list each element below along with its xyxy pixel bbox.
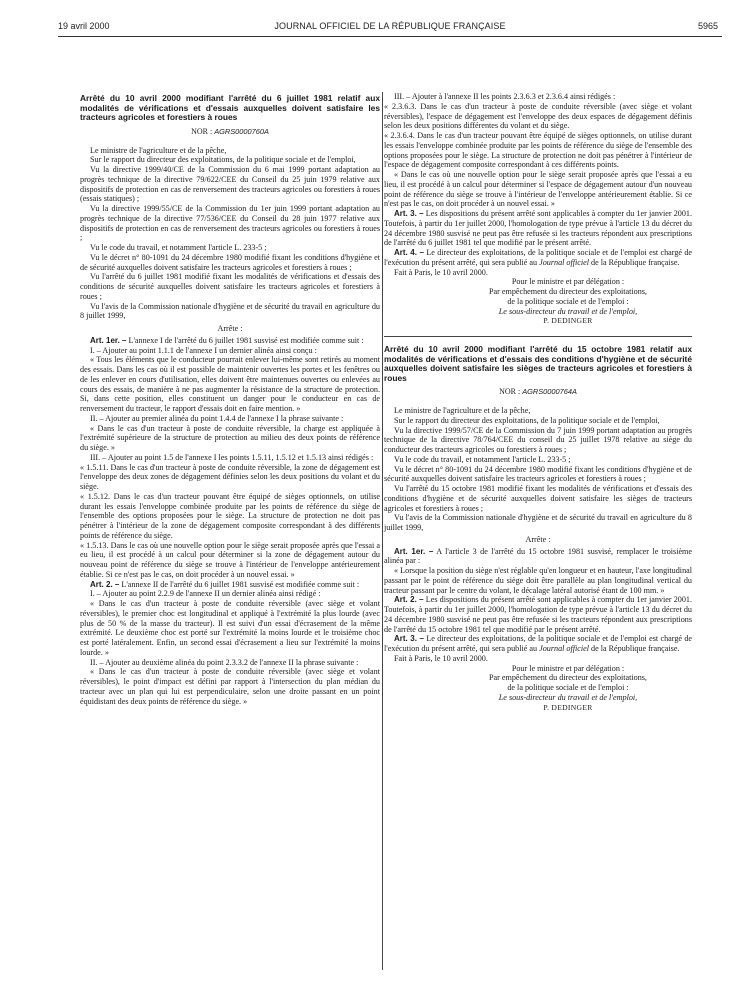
decree1-point-1-5-13: « 1.5.13. Dans le cas où une nouvelle option pour le siège serait proposée après que l'essai a eu lieu, il est procédé à un calcul pour déterminer si la zone de dégagement autour du nouveau point de référence du siège se trouve à l'intérieur de l'enveloppe antérieurement établie. Si ce n'est pas le cas, on doit procéder à un nouvel essai. »	[80, 540, 380, 579]
publication-date: 19 avril 2000	[58, 21, 110, 31]
decree1-point-2-3-6-4: « 2.3.6.4. Dans le cas d'un tracteur pouvant être équipé de sièges optionnels, on utilise durant les essais l'enveloppe combinée produite par les points de référence du siège de l'ensemble des options proposées pour le siège. La structure de protection ne doit pas pénétrer à l'intérieur de l'espace de dégagement composite correspondant à ces différents points.	[384, 131, 692, 170]
decree1-intro-1: Sur le rapport du directeur des exploitations, de la politique sociale et de l'emploi,	[90, 155, 356, 165]
decree1-art1-i: I. – Ajouter au point 1.1.1 de l'annexe I un dernier alinéa ainsi conçu :	[90, 345, 317, 355]
decree2-signature	[384, 664, 692, 713]
decree2-sign-title: Le sous-directeur du travail et de l'emploi,	[498, 692, 638, 702]
decree2-intro-6: Vu l'avis de la Commission nationale d'hygiène et de sécurité du travail en agriculture du 8 juillet 1999,	[384, 513, 692, 533]
decree1-art2-i: I. – Ajouter au point 2.2.9 de l'annexe II un dernier alinéa ainsi rédigé :	[90, 589, 321, 599]
decree1-nor	[80, 127, 380, 137]
decree2-article-1	[384, 547, 692, 567]
decree1-done-at: Fait à Paris, le 10 avril 2000.	[394, 267, 488, 277]
decree1-signature	[384, 277, 692, 326]
decree2-sign-name: P. DEDINGER	[543, 702, 593, 712]
right-column	[384, 92, 692, 712]
decree2-art1-text: A l'article 3 de l'arrêté du 15 octobre 1981 susvisé, remplacer le troisième alinéa par :	[384, 546, 692, 566]
decree2-art3-text-after: de la République française.	[588, 644, 680, 654]
decree1-article-3	[384, 209, 692, 248]
column-divider	[382, 92, 383, 970]
decree2-art3-text-before: Le directeur des exploitations, de la politique sociale et de l'emploi est chargé de l'exécution du présent arrêté, qui sera publié au	[384, 634, 692, 654]
page-number: 5965	[697, 21, 718, 31]
decree1-intro-4: Vu le code du travail, et notamment l'article L. 233-5 ;	[90, 243, 267, 253]
decree1-art3-label: Art. 3. –	[394, 209, 424, 218]
header-rule	[58, 36, 722, 37]
page-header	[58, 16, 722, 34]
decree2-done-at: Fait à Paris, le 10 avril 2000.	[394, 653, 488, 663]
decree2-art3-journal: Journal officiel	[539, 644, 589, 654]
decree2-arrete: Arrête :	[525, 534, 551, 544]
decree1-intro-5: Vu le décret n° 80-1091 du 24 décembre 1980 modifié fixant les conditions d'hygiène et de sécurité auxquelles doivent satisfaire les tracteurs agricoles et forestiers à roues ;	[80, 252, 380, 272]
decree1-intro-7: Vu l'avis de la Commission nationale d'hygiène et de sécurité du travail en agriculture du 8 juillet 1999,	[80, 301, 380, 321]
decree1-intro-0: Le ministre de l'agriculture et de la pêche,	[90, 145, 227, 155]
decree1-art4-label: Art. 4. –	[394, 248, 424, 257]
decree1-art2-ii: II. – Ajouter au deuxième alinéa du point 2.3.3.2 de l'annexe II la phrase suivante :	[90, 657, 359, 667]
decree2-art2-text: Les dispositions du présent arrêté sont applicables à compter du 1er janvier 2001. Toutefois, à partir du 1er juillet 2000, l'homologation de type prévue à l'article 13 du décret du 24 décembre 1980 susvisé ne peut pas être refusée si les tracteurs répondent aux prescriptions de l'arrêté du 15 octobre 1981 tel que modifié par le présent arrêté.	[384, 595, 693, 634]
decree1-art4-text-before: Le directeur des exploitations, de la politique sociale et de l'emploi est chargé de l'exécution du présent arrêté, qui sera publié au	[384, 248, 692, 267]
decree1-title: Arrêté du 10 avril 2000 modifiant l'arrêté du 6 juillet 1981 relatif aux modalités de vérifications et d'essais auxquelles doivent satisfaire les tracteurs agricoles et forestiers à roues	[80, 93, 380, 123]
decree1-article-2	[80, 580, 380, 590]
decree2-nor	[384, 387, 692, 397]
decree2-nor-label: NOR :	[499, 387, 521, 397]
decree1-intro-2: Vu la directive 1999/40/CE de la Commission du 6 mai 1999 portant adaptation au progrès technique de la directive 79/622/CEE du Conseil du 25 juin 1979 relative aux dispositifs de protection en cas de renversement des tracteurs agricoles ou forestiers à roues (essais statiques) ;	[80, 165, 380, 204]
decree1-art1-ii: II. – Ajouter au premier alinéa du point 1.4.4 de l'annexe I la phrase suivante :	[90, 413, 344, 423]
decree1-art2-label: Art. 2. –	[90, 579, 120, 589]
decree1-article-1	[80, 336, 380, 346]
decree2-art1-quote: « Lorsque la position du siège n'est réglable qu'en longueur et en hauteur, l'axe longitudinal passant par le point de référence du siège doit être parallèle au plan longitudinal vertical du tracteur passant par le centre du volant, le décalage latéral autorisé étant de 100 mm. »	[384, 566, 692, 595]
decree1-point-1-5-11: « 1.5.11. Dans le cas d'un tracteur à poste de conduite réversible, la zone de dégagement est l'enveloppe des deux zones de dégagement définies selon les deux positions du volant et du siège.	[80, 462, 380, 492]
decree2-intro-0: Le ministre de l'agriculture et de la pêche,	[394, 406, 531, 416]
decree2-intro-1: Sur le rapport du directeur des exploitations, de la politique sociale et de l'emploi,	[394, 415, 660, 425]
decree1-art3-text: Les dispositions du présent arrêté sont applicables à compter du 1er janvier 2001. Toutefois, à partir du 1er juillet 2000, l'homologation de type prévue à l'article 13 du décret du 24 décembre 1980 susvisé ne peut pas être refusée si les tracteurs répondent aux prescriptions de l'arrêté du 6 juillet 1981 tel que modifié par le présent arrêté.	[384, 209, 693, 248]
decree1-sign-name: P. DEDINGER	[543, 316, 593, 326]
decree2-article-2	[384, 595, 692, 634]
decree1-sign-line-1: Par empêchement du directeur des exploitations,	[489, 287, 647, 296]
decree1-art1-text: L'annexe I de l'arrêté du 6 juillet 1981 susvisé est modifiée comme suit :	[128, 335, 364, 345]
decree1-art1-i-quote: « Tous les éléments que le conducteur pourrait enlever lui-même sont retirés au moment des essais. Dans les cas où il est possible de maintenir ouvertes les portes et les fenêtres ou de les enlever en cours d'utilisation, elles doivent être maintenues ouvertes ou enlevées au cours des essais, de manière à ne pas augmenter la résistance de la structure de protection. Si, dans cette position, elles constituent un danger pour le conducteur en cas de renversement du tracteur, le rapport d'essais doit en faire mention. »	[80, 355, 380, 414]
decree1-art2-i-quote: « Dans le cas d'un tracteur à poste de conduite réversible (avec siège et volant réversibles), le premier choc est longitudinal et appliqué à l'extrémité la plus lourde (avec plus de 50 % de la masse du tracteur). Il est suivi d'un essai d'écrasement de la même extrémité. Le deuxième choc est porté sur l'extrémité la moins lourde et le troisième choc est porté latéralement. Enfin, un second essai d'écrasement a lieu sur l'extrémité la moins lourde. »	[80, 599, 380, 657]
decree1-intro-6: Vu l'arrêté du 6 juillet 1981 modifié fixant les modalités de vérifications et d'essais des conditions de sécurité auxquelles doivent satisfaire les tracteurs agricoles et forestiers à roues ;	[80, 272, 380, 301]
decree1-point-2-3-6-4-cont: « Dans le cas où une nouvelle option pour le siège serait proposée après que l'essai a eu lieu, il est procédé à un calcul pour déterminer si l'espace de dégagement autour d'un nouveau point de référence du siège se trouve à l'intérieur de l'enveloppe antérieurement établie. Si ce n'est pas le cas, on doit procéder à un nouvel essai. »	[384, 170, 692, 209]
decree1-nor-code: AGRS0000760A	[214, 126, 269, 136]
decree2-intro-4: Vu le décret n° 80-1091 du 24 décembre 1980 modifié fixant les conditions d'hygiène et de sécurité auxquelles doivent satisfaire les tracteurs agricoles et forestiers à roues ;	[384, 464, 692, 484]
decree2-sign-line-0: Pour le ministre et par délégation :	[511, 663, 625, 673]
decree1-art2-text: L'annexe II de l'arrêté du 6 juillet 1981 susvisé est modifiée comme suit :	[121, 579, 360, 589]
decree1-article-4	[384, 248, 692, 268]
left-column	[80, 94, 380, 706]
section-divider	[384, 336, 692, 337]
decree2-art2-label: Art. 2. –	[394, 595, 424, 605]
decree2-article-3	[384, 634, 692, 654]
decree1-art1-label: Art. 1er. –	[90, 335, 127, 345]
decree2-intro-2: Vu la directive 1999/57/CE de la Commission du 7 juin 1999 portant adaptation au progrès technique de la directive 78/764/CEE du conseil du 25 juillet 1978 relative au siège du conducteur des tracteurs agricoles ou forestiers à roues ;	[384, 425, 692, 455]
decree2-title: Arrêté du 10 avril 2000 modifiant l'arrêté du 15 octobre 1981 relatif aux modalités de vérifications et d'essais des conditions d'hygiène et de sécurité auxquelles doivent satisfaire les sièges de tracteurs agricoles et forestiers à roues	[384, 344, 692, 383]
decree1-art2-iii: III. – Ajouter à l'annexe II les points 2.3.6.3 et 2.3.6.4 ainsi rédigés :	[394, 92, 616, 101]
decree1-intro-3: Vu la directive 1999/55/CE de la Commission du 1er juin 1999 portant adaptation au progrès technique de la directive 77/536/CEE du Conseil du 28 juin 1977 relative aux dispositifs de protection en cas de renversement des tracteurs agricoles ou forestiers à roues ;	[80, 204, 380, 243]
decree1-sign-title: Le sous-directeur du travail et de l'emploi,	[498, 306, 638, 316]
decree1-art4-journal: Journal officiel	[539, 257, 589, 267]
decree1-nor-label: NOR :	[191, 126, 213, 136]
decree2-intro-5: Vu l'arrêté du 15 octobre 1981 modifié fixant les modalités de vérifications et d'essais des conditions d'hygiène et de sécurité auxquelles doivent satisfaire les sièges de tracteurs agricoles et forestiers à roues ;	[384, 484, 692, 513]
decree1-point-2-3-6-3: « 2.3.6.3. Dans le cas d'un tracteur à poste de conduite réversible (avec siège et volant réversibles), l'espace de dégagement est l'enveloppe des deux espaces de dégagement définis selon les deux positions différentes du volant et du siège.	[384, 101, 692, 131]
decree1-point-1-5-12: « 1.5.12. Dans le cas d'un tracteur pouvant être équipé de sièges optionnels, on utilise durant les essais l'enveloppe combinée produite par les points de référence du siège de l'ensemble des options proposées pour le siège. La structure de protection ne doit pas pénétrer à l'intérieur de la zone de dégagement composite correspondant à des différents points de référence du siège.	[80, 491, 380, 540]
decree2-art1-label: Art. 1er. –	[394, 546, 434, 556]
decree1-art2-ii-quote: « Dans le cas d'un tracteur à poste de conduite réversible (avec siège et volant réversibles), le point d'impact est défini par rapport à l'intersection du plan médian du tracteur avec un plan qui lui est perpendiculaire, selon une droite passant en un point équidistant des deux points de référence du siège. »	[80, 667, 380, 706]
decree1-sign-line-2: de la politique sociale et de l'emploi :	[507, 296, 629, 306]
decree2-art3-label: Art. 3. –	[394, 634, 424, 644]
decree1-art1-ii-quote: « Dans le cas d'un tracteur à poste de conduite réversible, la charge est appliquée à l'extrémité supérieure de la structure de protection au milieu des deux points de référence du siège. »	[80, 423, 380, 453]
decree1-art4-text-after: de la République française.	[588, 257, 680, 267]
decree1-arrete: Arrête :	[217, 324, 243, 334]
decree1-art1-iii: III. – Ajouter au point 1.5 de l'annexe I les points 1.5.11, 1.5.12 et 1.5.13 ainsi rédigés :	[90, 452, 374, 462]
decree2-sign-line-2: de la politique sociale et de l'emploi :	[507, 683, 629, 693]
decree2-sign-line-1: Par empêchement du directeur des exploitations,	[489, 673, 647, 683]
decree2-nor-code: AGRS0000764A	[522, 387, 577, 397]
decree1-sign-line-0: Pour le ministre et par délégation :	[511, 277, 625, 287]
decree2-intro-3: Vu le code du travail, et notamment l'article L. 233-5 ;	[394, 454, 571, 464]
journal-title: JOURNAL OFFICIEL DE LA RÉPUBLIQUE FRANÇAISE	[274, 21, 506, 31]
